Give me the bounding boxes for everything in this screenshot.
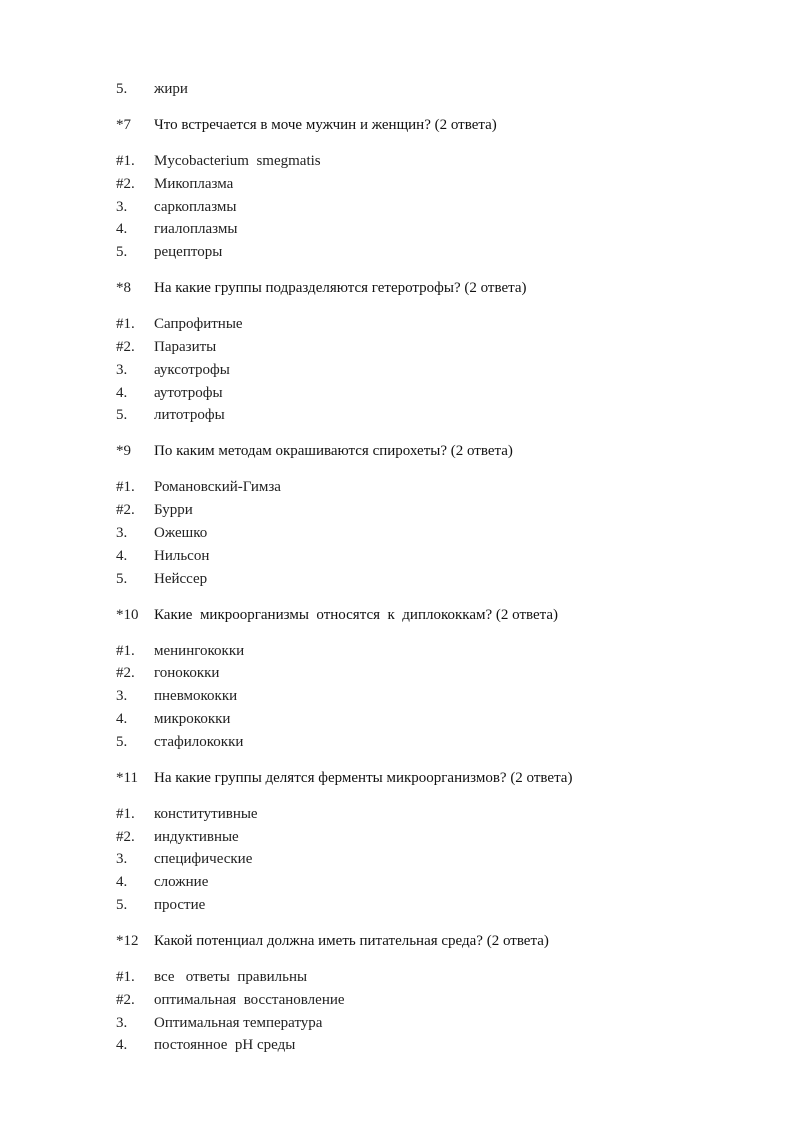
option-number: 5. (116, 897, 128, 913)
option-text: жири (154, 81, 188, 97)
option-text: Оптимальная температура (154, 1015, 323, 1031)
option-number: 4. (116, 1037, 128, 1053)
option-number: #1. (116, 153, 135, 169)
option-text: постоянное pH среды (154, 1037, 296, 1053)
option-number: #2. (116, 176, 135, 192)
option-text: стафилококки (154, 734, 244, 750)
option-text: оптимальная восстановление (154, 992, 345, 1008)
option-number: 5. (116, 734, 128, 750)
option-number: 5. (116, 81, 128, 97)
option-text: все ответы правильны (154, 969, 308, 985)
option-text: сложние (154, 874, 209, 890)
question-text: На какие группы подразделяются гетеротрофы? (2 ответа) (154, 280, 527, 296)
question-number: *7 (116, 117, 131, 133)
option-text: Ожешко (154, 525, 208, 541)
option-text: аутотрофы (154, 385, 223, 401)
option-number: #1. (116, 969, 135, 985)
option-text: рецепторы (154, 244, 223, 260)
question-text: По каким методам окрашиваются спирохеты? (2 ответа) (154, 443, 513, 459)
option-number: #1. (116, 479, 135, 495)
option-text: Нейссер (154, 571, 208, 587)
option-number: #2. (116, 992, 135, 1008)
option-number: 4. (116, 548, 128, 564)
option-number: 4. (116, 711, 128, 727)
question-number: *12 (116, 933, 139, 949)
option-number: #2. (116, 339, 135, 355)
option-number: 3. (116, 525, 128, 541)
option-text: менингококки (154, 643, 245, 659)
question-number: *10 (116, 607, 139, 623)
option-text: Mycobacterium smegmatis (154, 153, 321, 169)
question-number: *9 (116, 443, 131, 459)
option-number: 4. (116, 874, 128, 890)
option-number: 5. (116, 244, 128, 260)
option-text: пневмококки (154, 688, 238, 704)
question-number: *8 (116, 280, 131, 296)
option-number: 4. (116, 221, 128, 237)
option-text: ауксотрофы (154, 362, 230, 378)
option-number: #1. (116, 643, 135, 659)
option-text: Романовский-Гимза (154, 479, 281, 495)
question-text: Какие микроорганизмы относятся к диплококкам? (2 ответа) (154, 607, 559, 623)
option-number: #1. (116, 316, 135, 332)
option-number: 4. (116, 385, 128, 401)
option-text: конститутивные (154, 806, 258, 822)
question-text: На какие группы делятся ферменты микроорганизмов? (2 ответа) (154, 770, 573, 786)
question-number: *11 (116, 770, 138, 786)
option-number: #2. (116, 829, 135, 845)
option-number: 3. (116, 199, 128, 215)
option-number: #2. (116, 502, 135, 518)
option-number: 5. (116, 407, 128, 423)
option-text: микрококки (154, 711, 231, 727)
option-number: #2. (116, 665, 135, 681)
option-text: литотрофы (154, 407, 225, 423)
option-text: специфические (154, 851, 253, 867)
option-text: Паразиты (154, 339, 217, 355)
option-number: 3. (116, 851, 128, 867)
option-number: 5. (116, 571, 128, 587)
option-text: Микоплазма (154, 176, 234, 192)
option-text: индуктивные (154, 829, 239, 845)
question-text: Какой потенциал должна иметь питательная среда? (2 ответа) (154, 933, 549, 949)
option-text: Бурри (154, 502, 193, 518)
option-number: 3. (116, 688, 128, 704)
option-text: гонококки (154, 665, 220, 681)
question-text: Что встречается в моче мужчин и женщин? (2 ответа) (154, 117, 497, 133)
option-number: 3. (116, 362, 128, 378)
option-text: гиалоплазмы (154, 221, 238, 237)
option-text: Сапрофитные (154, 316, 243, 332)
option-text: Нильсон (154, 548, 210, 564)
option-text: саркоплазмы (154, 199, 237, 215)
option-text: простие (154, 897, 206, 913)
option-number: 3. (116, 1015, 128, 1031)
option-number: #1. (116, 806, 135, 822)
